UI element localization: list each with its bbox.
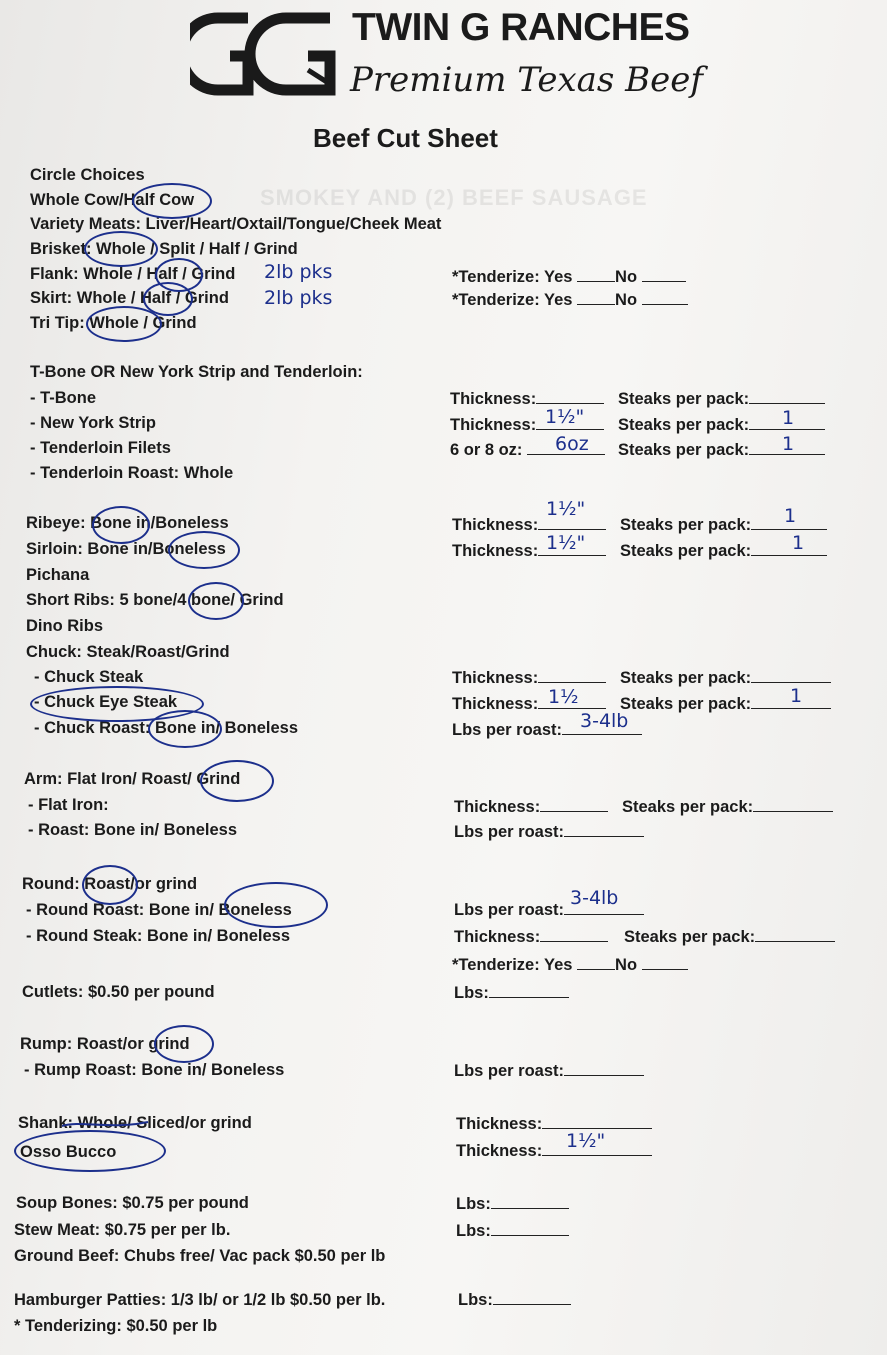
tri-tip-whole-circle bbox=[86, 306, 162, 342]
round-roast-boneless-circle bbox=[224, 882, 328, 928]
rump-grind-circle bbox=[154, 1025, 214, 1063]
flank-line: Flank: Whole / Half / Grind bbox=[30, 265, 236, 283]
shank-whole-strikethrough bbox=[60, 1116, 150, 1132]
soup-bones-lbs-field: Lbs: bbox=[456, 1193, 569, 1214]
pichana-line: Pichana bbox=[26, 566, 90, 584]
ribeye-bone-in-circle bbox=[92, 506, 150, 544]
sirloin-thickness-field: Thickness: bbox=[452, 540, 606, 561]
chuck-roast-bone-in-circle bbox=[148, 710, 222, 748]
round-line: Round: Roast/or grind bbox=[22, 875, 198, 893]
tenderloin-filets-line: - Tenderloin Filets bbox=[30, 439, 171, 457]
filet-steaks-handwritten: 1 bbox=[782, 433, 795, 455]
chuck-eye-steaks-field: Steaks per pack: bbox=[620, 693, 831, 714]
chuck-line: Chuck: Steak/Roast/Grind bbox=[26, 643, 230, 661]
flat-iron-line: - Flat Iron: bbox=[28, 796, 109, 814]
dino-ribs-line: Dino Ribs bbox=[26, 617, 103, 635]
brand-name: TWIN G RANCHES bbox=[352, 6, 690, 49]
chuck-roast-lbs-field: Lbs per roast: bbox=[452, 719, 642, 740]
sirloin-line: Sirloin: Bone in/Boneless bbox=[26, 540, 226, 558]
arm-grind-circle bbox=[200, 760, 274, 802]
ribeye-steaks-handwritten: 1 bbox=[784, 505, 797, 527]
ribeye-steaks-field: Steaks per pack: bbox=[620, 514, 827, 535]
round-roast-line: - Round Roast: Bone in/ Boneless bbox=[26, 901, 292, 919]
brisket-line: Brisket: Whole / Split / Half / Grind bbox=[30, 240, 298, 258]
chuck-steak-line: - Chuck Steak bbox=[34, 668, 144, 686]
cutlets-line: Cutlets: $0.50 per pound bbox=[22, 983, 215, 1001]
ribeye-thickness-field: Thickness: bbox=[452, 514, 606, 535]
short-ribs-4-bone-circle bbox=[188, 582, 244, 620]
shank-thickness-field: Thickness: bbox=[456, 1113, 652, 1134]
skirt-tenderize-field: *Tenderize: Yes No bbox=[452, 289, 688, 310]
osso-thickness-handwritten: 1½" bbox=[566, 1130, 606, 1152]
tenderizing-note: * Tenderizing: $0.50 per lb bbox=[14, 1317, 218, 1335]
round-roast-lbs-handwritten: 3-4lb bbox=[570, 887, 619, 909]
cutlets-lbs-field: Lbs: bbox=[454, 982, 569, 1003]
round-steak-thickness-field: Thickness: bbox=[454, 926, 608, 947]
osso-bucco-circle bbox=[14, 1130, 166, 1172]
shank-line: Shank: Whole/ Sliced/or grind bbox=[18, 1114, 252, 1132]
brand-tagline: Premium Texas Beef bbox=[350, 60, 703, 100]
nys-steaks-handwritten: 1 bbox=[782, 407, 795, 429]
chuck-eye-steaks-handwritten: 1 bbox=[790, 685, 803, 707]
arm-roast-line: - Roast: Bone in/ Boneless bbox=[28, 821, 238, 839]
rump-line: Rump: Roast/or grind bbox=[20, 1035, 190, 1053]
round-roast-circle bbox=[82, 865, 138, 905]
osso-thickness-field: Thickness: bbox=[456, 1140, 652, 1161]
stew-meat-lbs-field: Lbs: bbox=[456, 1220, 569, 1241]
chuck-roast-line: - Chuck Roast: Bone in/ Boneless bbox=[34, 719, 299, 737]
tbone-thickness-field: Thickness: bbox=[450, 388, 604, 409]
nys-thickness-handwritten: 1½" bbox=[545, 406, 585, 428]
sirloin-boneless-circle bbox=[168, 531, 240, 569]
filet-oz-field: 6 or 8 oz: bbox=[450, 439, 605, 460]
round-steak-tenderize-field: *Tenderize: Yes No bbox=[452, 954, 688, 975]
hamburger-patties-line: Hamburger Patties: 1/3 lb/ or 1/2 lb $0.50 per lb. bbox=[14, 1291, 386, 1309]
bleed-through-heading: SMOKEY AND (2) BEEF SAUSAGE bbox=[260, 185, 648, 210]
flat-iron-thickness-field: Thickness: bbox=[454, 796, 608, 817]
arm-roast-lbs-field: Lbs per roast: bbox=[454, 821, 644, 842]
flat-iron-steaks-field: Steaks per pack: bbox=[622, 796, 833, 817]
half-cow-circle bbox=[132, 183, 212, 219]
tri-tip-line: Tri Tip: Whole / Grind bbox=[30, 314, 197, 332]
flank-handwritten-note: 2lb pks bbox=[264, 261, 333, 283]
circle-choices-heading: Circle Choices bbox=[30, 166, 145, 184]
new-york-strip-line: - New York Strip bbox=[30, 414, 156, 432]
flank-tenderize-field: *Tenderize: Yes No bbox=[452, 266, 686, 287]
chuck-steak-thickness-field: Thickness: bbox=[452, 667, 606, 688]
brisket-whole-circle bbox=[84, 231, 158, 267]
ribeye-thickness-handwritten: 1½" bbox=[546, 498, 586, 520]
sirloin-steaks-field: Steaks per pack: bbox=[620, 540, 827, 561]
filet-oz-handwritten: 6oz bbox=[555, 433, 589, 455]
tbone-nys-heading: T-Bone OR New York Strip and Tenderloin: bbox=[30, 363, 363, 381]
nys-steaks-field: Steaks per pack: bbox=[618, 414, 825, 435]
page-title: Beef Cut Sheet bbox=[313, 123, 498, 153]
nys-thickness-field: Thickness: bbox=[450, 414, 604, 435]
sirloin-steaks-handwritten: 1 bbox=[792, 532, 805, 554]
arm-line: Arm: Flat Iron/ Roast/ Grind bbox=[24, 770, 241, 788]
ribeye-line: Ribeye: Bone in/Boneless bbox=[26, 514, 229, 532]
skirt-line: Skirt: Whole / Half / Grind bbox=[30, 289, 229, 307]
whole-half-cow-line: Whole Cow/Half Cow bbox=[30, 191, 195, 209]
variety-meats-line: Variety Meats: Liver/Heart/Oxtail/Tongue/Cheek Meat bbox=[30, 215, 442, 233]
ground-beef-line: Ground Beef: Chubs free/ Vac pack $0.50 per lb bbox=[14, 1247, 386, 1265]
osso-bucco-line: Osso Bucco bbox=[20, 1143, 117, 1161]
tbone-line: - T-Bone bbox=[30, 389, 96, 407]
chuck-eye-thickness-handwritten: 1½ bbox=[548, 686, 579, 708]
chuck-roast-lbs-handwritten: 3-4lb bbox=[580, 710, 629, 732]
tenderloin-roast-line: - Tenderloin Roast: Whole bbox=[30, 464, 234, 482]
skirt-handwritten-note: 2lb pks bbox=[264, 287, 333, 309]
twin-g-logo-icon bbox=[190, 8, 340, 98]
rump-roast-line: - Rump Roast: Bone in/ Boneless bbox=[24, 1061, 285, 1079]
rump-roast-lbs-field: Lbs per roast: bbox=[454, 1060, 644, 1081]
chuck-steak-steaks-field: Steaks per pack: bbox=[620, 667, 831, 688]
stew-meat-line: Stew Meat: $0.75 per per lb. bbox=[14, 1221, 231, 1239]
chuck-eye-steak-line: - Chuck Eye Steak bbox=[34, 693, 178, 711]
filet-steaks-field: Steaks per pack: bbox=[618, 439, 825, 460]
round-roast-lbs-field: Lbs per roast: bbox=[454, 899, 644, 920]
round-steak-line: - Round Steak: Bone in/ Boneless bbox=[26, 927, 291, 945]
tbone-steaks-field: Steaks per pack: bbox=[618, 388, 825, 409]
short-ribs-line: Short Ribs: 5 bone/4 bone/ Grind bbox=[26, 591, 284, 609]
sirloin-thickness-handwritten: 1½" bbox=[546, 532, 586, 554]
patties-lbs-field: Lbs: bbox=[458, 1289, 571, 1310]
soup-bones-line: Soup Bones: $0.75 per pound bbox=[16, 1194, 249, 1212]
round-steak-steaks-field: Steaks per pack: bbox=[624, 926, 835, 947]
chuck-eye-thickness-field: Thickness: bbox=[452, 693, 606, 714]
